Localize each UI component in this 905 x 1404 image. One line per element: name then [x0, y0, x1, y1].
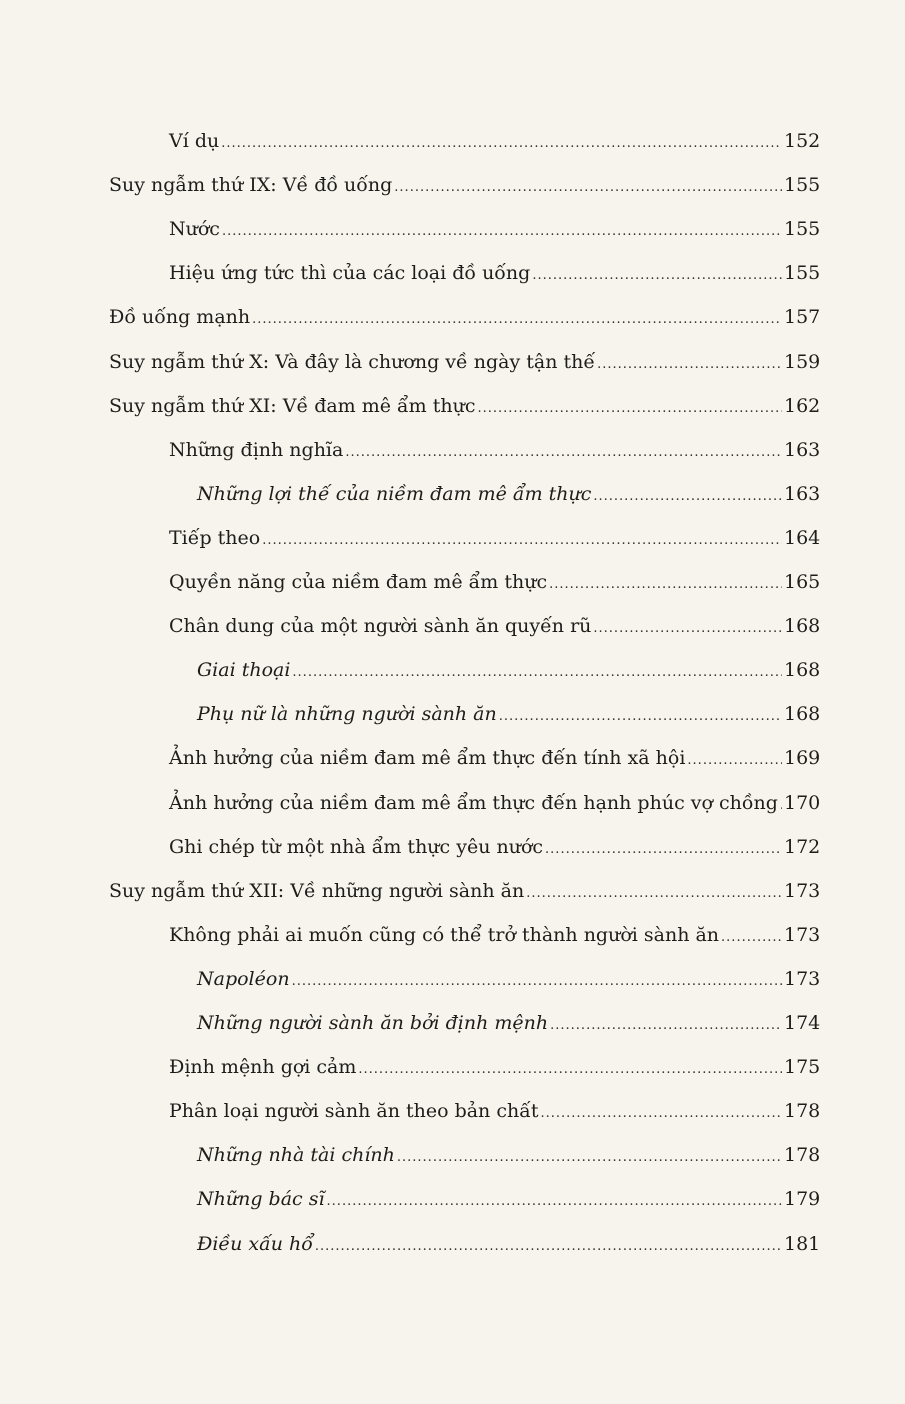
toc-entry: [197, 1140, 820, 1170]
toc-entry-title: Điều xấu hổ: [197, 1232, 313, 1255]
toc-page-number: 174: [784, 1012, 821, 1034]
toc-page-number: 178: [784, 1100, 821, 1123]
dot-leader: [593, 482, 782, 512]
toc-entry: [169, 523, 820, 553]
toc-entry: [197, 1229, 820, 1259]
toc-entry: [169, 920, 820, 950]
toc-entry: [169, 1052, 820, 1082]
dot-leader: [526, 879, 782, 909]
dot-leader: [358, 1055, 782, 1085]
toc-entry: [169, 214, 820, 244]
toc-entry-title: Những nhà tài chính: [197, 1144, 395, 1167]
toc-entry: [109, 876, 820, 906]
toc-entry: [169, 1096, 820, 1126]
toc-entry: [109, 170, 820, 200]
toc-entry: [197, 479, 820, 509]
toc-entry-title: Suy ngẫm thứ XII: Về những người sành ăn: [109, 879, 525, 902]
toc-entry-title: Những người sành ăn bởi định mệnh: [197, 1012, 549, 1034]
dot-leader: [532, 261, 782, 291]
toc-entry: [197, 699, 820, 729]
toc-entry: [169, 126, 820, 156]
dot-leader: [327, 1187, 782, 1217]
toc-entry-title: Quyền năng của niềm đam mê ẩm thực: [169, 571, 548, 593]
toc-page-number: 169: [784, 747, 821, 770]
toc-entry: [169, 611, 820, 641]
toc-entry-title: Suy ngẫm thứ IX: Về đồ uống: [109, 174, 393, 197]
dot-leader: [541, 1099, 783, 1129]
dot-leader: [397, 1143, 782, 1173]
toc-page-number: 155: [784, 218, 821, 241]
toc-entry-title: Chân dung của một người sành ăn quyến rũ: [169, 615, 592, 638]
dot-leader: [780, 791, 782, 821]
toc-entry-title: Suy ngẫm thứ X: Và đây là chương về ngày tận thế: [109, 350, 596, 373]
toc-page-number: 157: [784, 306, 821, 329]
toc-entry: [109, 391, 820, 421]
toc-entry-title: Những lợi thế của niềm đam mê ẩm thực: [197, 482, 592, 505]
toc-entry-title: Ghi chép từ một nhà ẩm thực yêu nước: [169, 835, 544, 858]
toc-page-number: 170: [784, 791, 821, 814]
toc-entry-title: Ảnh hưởng của niềm đam mê ẩm thực đến hạnh phúc vợ chồng: [169, 791, 778, 814]
toc-entry: [169, 258, 820, 288]
toc-entry: [169, 567, 820, 597]
toc-entry-title: Suy ngẫm thứ XI: Về đam mê ẩm thực: [109, 394, 476, 417]
toc-page-number: 173: [784, 923, 821, 946]
toc-entry: [197, 655, 820, 685]
dot-leader: [222, 217, 782, 247]
toc-entry: [197, 1184, 820, 1214]
toc-entry-title: Giai thoại: [197, 659, 291, 682]
dot-leader: [721, 923, 782, 953]
toc-entry-title: Phụ nữ là những người sành ăn: [197, 703, 497, 726]
toc-page-number: 164: [784, 526, 821, 549]
toc-page-number: 168: [784, 659, 821, 682]
toc-page-number: 163: [784, 482, 821, 505]
toc-entry-title: Nước: [169, 218, 220, 241]
dot-leader: [597, 350, 782, 380]
toc-page-number: 165: [784, 571, 821, 593]
dot-leader: [499, 702, 782, 732]
toc-entry: [169, 788, 820, 818]
toc-entry-title: Tiếp theo: [169, 526, 261, 549]
dot-leader: [550, 1011, 782, 1041]
toc-entry: [169, 832, 820, 862]
toc-page-number: 172: [784, 835, 821, 858]
dot-leader: [593, 614, 782, 644]
toc-entry: [169, 743, 820, 773]
dot-leader: [292, 967, 782, 997]
dot-leader: [549, 570, 782, 600]
toc-entry: [109, 302, 820, 332]
toc-entry-title: Ví dụ: [169, 130, 220, 152]
toc-page-number: 168: [784, 703, 821, 726]
toc-page-number: 179: [784, 1188, 821, 1211]
dot-leader: [262, 526, 782, 556]
dot-leader: [545, 835, 782, 865]
toc-entry-title: Không phải ai muốn cũng có thể trở thành người sành ăn: [169, 923, 720, 946]
dot-leader: [292, 658, 782, 688]
dot-leader: [252, 305, 782, 335]
toc-entry-title: Ảnh hưởng của niềm đam mê ẩm thực đến tính xã hội: [169, 747, 686, 770]
toc-entry-title: Hiệu ứng tức thì của các loại đồ uống: [169, 262, 531, 285]
toc-page-number: 155: [784, 174, 821, 197]
toc-entry: [169, 435, 820, 465]
toc-page-number: 163: [784, 438, 821, 461]
toc-entry-title: Đồ uống mạnh: [109, 306, 251, 329]
toc-page-number: 173: [784, 879, 821, 902]
toc-page-number: 173: [784, 967, 821, 990]
toc-page-number: 159: [784, 350, 821, 373]
dot-leader: [221, 129, 782, 159]
toc-entry: [197, 964, 820, 994]
toc-page-number: 181: [784, 1232, 821, 1255]
toc-entry-title: Những bác sĩ: [197, 1188, 325, 1211]
dot-leader: [394, 173, 782, 203]
toc-entry-title: Định mệnh gợi cảm: [169, 1056, 357, 1079]
toc-entry-title: Những định nghĩa: [169, 438, 344, 461]
toc-page-number: 175: [784, 1056, 821, 1079]
toc-entry-title: Napoléon: [197, 967, 290, 990]
dot-leader: [687, 746, 782, 776]
toc-page-number: 178: [784, 1144, 821, 1167]
toc-entry-title: Phân loại người sành ăn theo bản chất: [169, 1100, 539, 1123]
toc-entry: [197, 1008, 820, 1038]
toc-page-number: 168: [784, 615, 821, 638]
dot-leader: [345, 438, 782, 468]
toc-page-number: 152: [784, 130, 821, 152]
toc-page-number: 155: [784, 262, 821, 285]
toc-entry: [109, 347, 820, 377]
dot-leader: [478, 394, 783, 424]
toc-page-number: 162: [784, 394, 821, 417]
dot-leader: [315, 1232, 782, 1262]
